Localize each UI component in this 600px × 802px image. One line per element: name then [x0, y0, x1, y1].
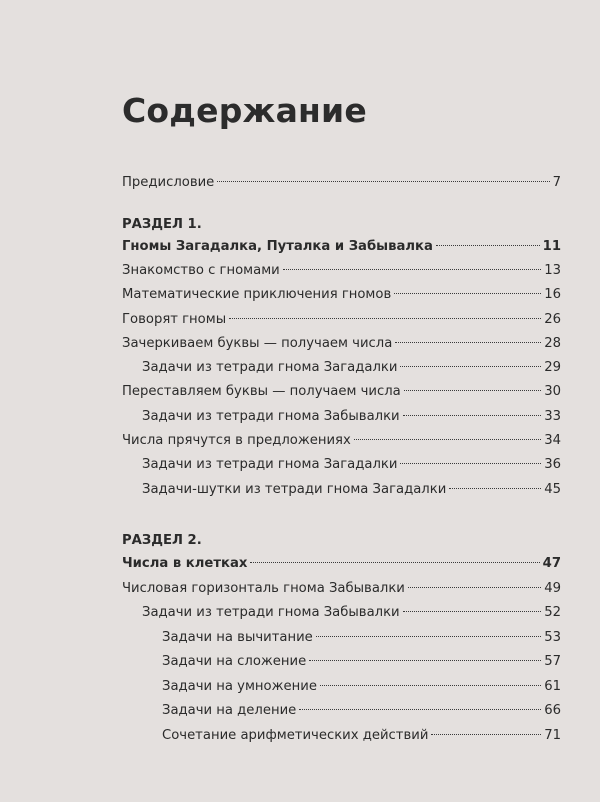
toc-page-number: 61: [544, 679, 561, 694]
toc-entry[interactable]: [122, 382, 561, 402]
toc-entry-title: Задачи на умножение: [162, 679, 317, 694]
dot-leader: [400, 463, 541, 464]
toc-entry-title: Говорят гномы: [122, 312, 227, 327]
toc-entry[interactable]: [122, 554, 561, 574]
toc-page-number: 36: [544, 457, 561, 472]
dot-leader: [217, 181, 549, 182]
toc-page-number: 33: [544, 409, 561, 424]
dot-leader: [283, 269, 542, 270]
toc-entry[interactable]: [142, 455, 561, 475]
toc-page-number: 13: [544, 263, 561, 278]
toc-entry[interactable]: [122, 237, 561, 257]
toc-entry[interactable]: [122, 431, 561, 451]
toc-entry[interactable]: [122, 334, 561, 354]
toc-page-number: 57: [544, 654, 561, 669]
page-title: Содержание: [122, 91, 367, 130]
toc-entry-title: Гномы Загадалка, Путалка и Забывалка: [122, 239, 433, 254]
toc-page-number: 66: [544, 703, 561, 718]
section-heading: РАЗДЕЛ 2.: [122, 533, 202, 548]
dot-leader: [316, 636, 541, 637]
toc-page-number: 16: [544, 287, 561, 302]
toc-entry[interactable]: [162, 677, 561, 697]
toc-page-number: 28: [544, 336, 561, 351]
toc-entry-title: Задачи из тетради гнома Загадалки: [142, 457, 398, 472]
toc-entry-title: Задачи на сложение: [162, 654, 307, 669]
dot-leader: [394, 293, 541, 294]
dot-leader: [309, 660, 541, 661]
dot-leader: [404, 390, 541, 391]
dot-leader: [354, 439, 541, 440]
dot-leader: [320, 685, 541, 686]
toc-page-number: 47: [542, 556, 561, 571]
toc-entry[interactable]: [122, 285, 561, 305]
dot-leader: [403, 415, 542, 416]
toc-page-number: 49: [544, 581, 561, 596]
dot-leader: [431, 734, 541, 735]
toc-page-number: 52: [544, 605, 561, 620]
toc-page-number: 53: [544, 630, 561, 645]
toc-entry-title: Задачи-шутки из тетради гнома Загадалки: [142, 482, 447, 497]
toc-entry-preface[interactable]: [122, 173, 561, 193]
toc-entry[interactable]: [142, 480, 561, 500]
toc-entry-title: Переставляем буквы — получаем числа: [122, 384, 401, 399]
toc-entry-title: Предисловие: [122, 175, 215, 190]
dot-leader: [408, 587, 541, 588]
dot-leader: [229, 318, 541, 319]
toc-entry-title: Задачи на вычитание: [162, 630, 313, 645]
toc-entry-title: Числа прячутся в предложениях: [122, 433, 351, 448]
toc-entry[interactable]: [162, 726, 561, 746]
toc-page-number: 34: [544, 433, 561, 448]
toc-page-number: 29: [544, 360, 561, 375]
dot-leader: [250, 562, 539, 563]
toc-entry[interactable]: [162, 701, 561, 721]
toc-entry-title: Задачи из тетради гнома Забывалки: [142, 605, 400, 620]
dot-leader: [395, 342, 541, 343]
dot-leader: [299, 709, 541, 710]
toc-entry[interactable]: [142, 358, 561, 378]
toc-entry-title: Знакомство с гномами: [122, 263, 280, 278]
toc-entry-title: Математические приключения гномов: [122, 287, 392, 302]
toc-entry[interactable]: [122, 579, 561, 599]
toc-page-number: 71: [544, 728, 561, 743]
dot-leader: [449, 488, 541, 489]
section-heading: РАЗДЕЛ 1.: [122, 217, 202, 232]
toc-page-number: 30: [544, 384, 561, 399]
toc-entry-title: Задачи из тетради гнома Загадалки: [142, 360, 398, 375]
toc-page-number: 11: [542, 239, 561, 254]
toc-page-number: 26: [544, 312, 561, 327]
dot-leader: [403, 611, 542, 612]
dot-leader: [400, 366, 541, 367]
toc-entry[interactable]: [162, 652, 561, 672]
toc-entry-title: Сочетание арифметических действий: [162, 728, 429, 743]
toc-entry[interactable]: [162, 628, 561, 648]
toc-entry[interactable]: [122, 261, 561, 281]
toc-entry-title: Задачи из тетради гнома Забывалки: [142, 409, 400, 424]
toc-page-number: 45: [544, 482, 561, 497]
toc-entry-title: Числа в клетках: [122, 556, 248, 571]
toc-entry-title: Зачеркиваем буквы — получаем числа: [122, 336, 393, 351]
toc-entry-title: Задачи на деление: [162, 703, 297, 718]
toc-entry[interactable]: [122, 310, 561, 330]
toc-entry[interactable]: [142, 407, 561, 427]
toc-entry[interactable]: [142, 603, 561, 623]
dot-leader: [436, 245, 540, 246]
toc-page-number: 7: [552, 175, 561, 190]
toc-entry-title: Числовая горизонталь гнома Забывалки: [122, 581, 405, 596]
